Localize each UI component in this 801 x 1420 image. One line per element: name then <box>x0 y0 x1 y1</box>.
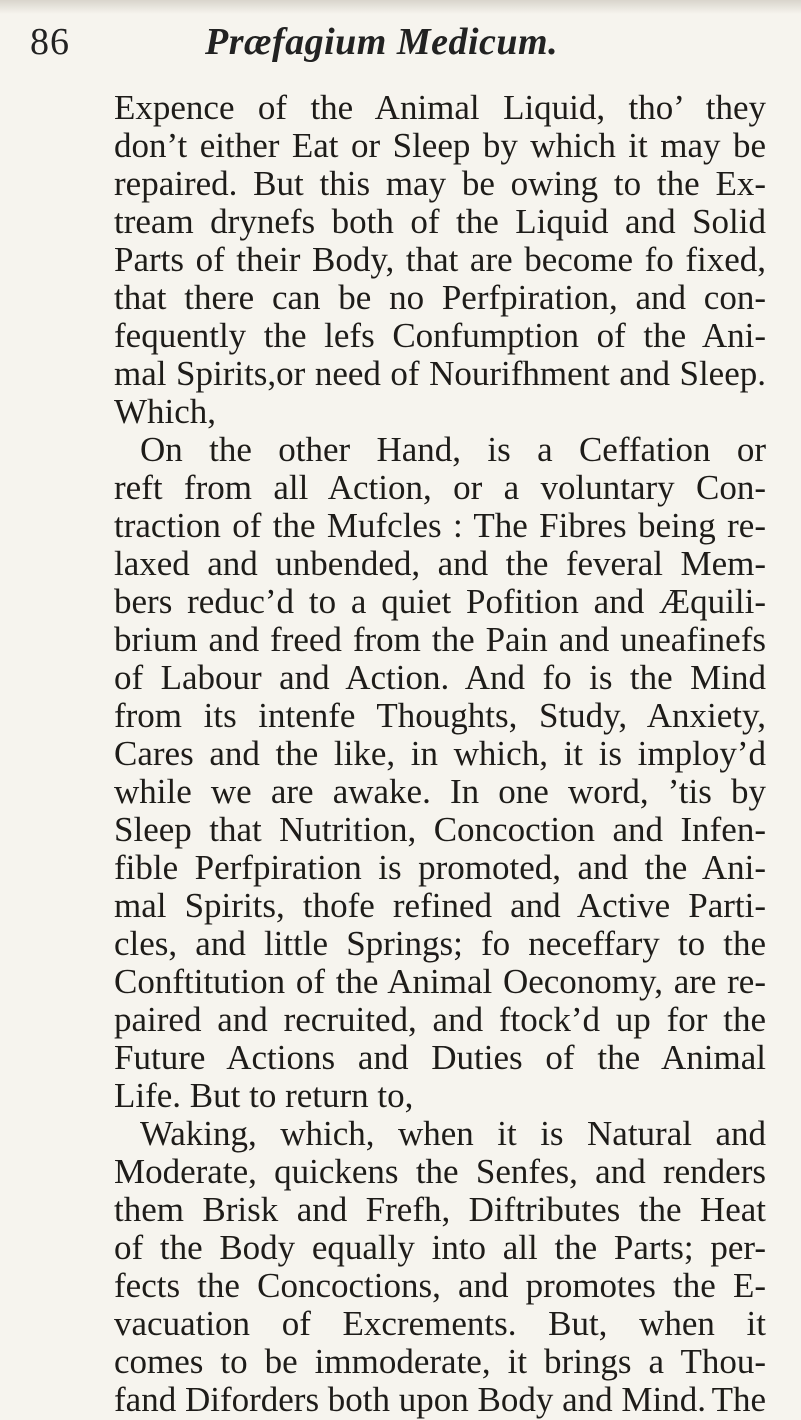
text-line: laxed and unbended, and the feveral Mem- <box>114 544 766 583</box>
text-line: fand Diforders both upon Body and Mind. <box>114 1380 707 1419</box>
text-line: cles, and little Springs; fo neceffary to the <box>114 924 766 963</box>
text-line: of the Body equally into all the Parts; per- <box>114 1228 766 1267</box>
catchword: The <box>711 1380 766 1419</box>
text-line: don’t either Eat or Sleep by which it may be <box>114 126 766 165</box>
text-line: Conftitution of the Animal Oeconomy, are re- <box>114 962 766 1001</box>
text-line: mal Spirits,or need of Nourifhment and Sleep. <box>114 354 766 393</box>
text-line: Parts of their Body, that are become fo fixed, <box>114 240 766 279</box>
running-head: Præfagium Medicum. <box>205 21 559 63</box>
text-line: Which, <box>114 392 217 431</box>
text-line: from its intenfe Thoughts, Study, Anxiety, <box>114 696 766 735</box>
text-line: On the other Hand, is a Ceffation or <box>140 430 766 469</box>
text-line: brium and freed from the Pain and uneafinefs <box>114 620 766 659</box>
text-line: Moderate, quickens the Senfes, and renders <box>114 1152 766 1191</box>
page-number: 86 <box>30 21 70 63</box>
text-line: paired and recruited, and ftock’d up for the <box>114 1000 766 1039</box>
text-line: bers reduc’d to a quiet Pofition and Æquili- <box>114 582 766 621</box>
text-line: reft from all Action, or a voluntary Con- <box>114 468 766 507</box>
text-line: Expence of the Animal Liquid, tho’ they <box>114 88 766 127</box>
text-line: while we are awake. In one word, ’tis by <box>114 772 766 811</box>
text-line: vacuation of Excrements. But, when it <box>114 1304 766 1343</box>
text-line: mal Spirits, thofe refined and Active Parti- <box>114 886 766 925</box>
text-line: Cares and the like, in which, it is imploy’d <box>114 734 766 773</box>
text-line: tream drynefs both of the Liquid and Solid <box>114 202 766 241</box>
text-line: Life. But to return to, <box>114 1076 414 1115</box>
text-line: fequently the lefs Confumption of the Ani- <box>114 316 766 355</box>
text-line: repaired. But this may be owing to the Ex- <box>114 164 766 203</box>
text-line: that there can be no Perfpiration, and con- <box>114 278 766 317</box>
text-line: Sleep that Nutrition, Concoction and Infen- <box>114 810 766 849</box>
text-line: fible Perfpiration is promoted, and the Ani- <box>114 848 766 887</box>
text-line: traction of the Mufcles : The Fibres being re- <box>114 506 766 545</box>
text-line: comes to be immoderate, it brings a Thou- <box>114 1342 766 1381</box>
text-line: Waking, which, when it is Natural and <box>140 1114 766 1153</box>
text-line: Future Actions and Duties of the Animal <box>114 1038 766 1077</box>
text-line: of Labour and Action. And fo is the Mind <box>114 658 766 697</box>
text-line: them Brisk and Frefh, Diftributes the Heat <box>114 1190 766 1229</box>
text-line: fects the Concoctions, and promotes the E- <box>114 1266 766 1305</box>
